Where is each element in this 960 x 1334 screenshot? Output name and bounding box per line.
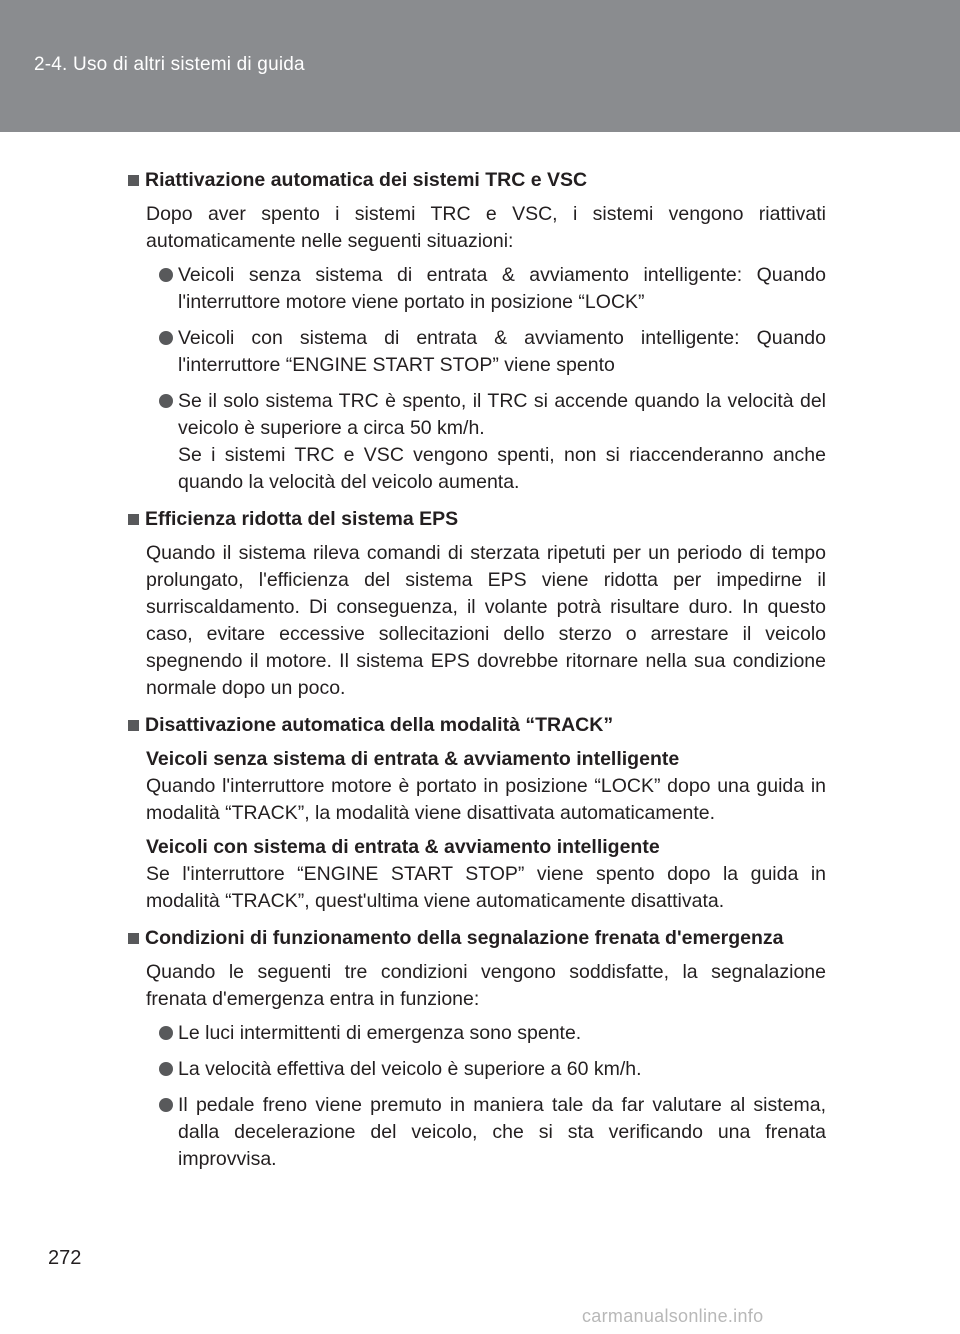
chapter-title: 2-4. Uso di altri sistemi di guida bbox=[34, 54, 305, 75]
list-item: Veicoli senza sistema di entrata & avviamento intelligente: Quando l'interruttore motore viene portato in posizione “LOCK” bbox=[146, 262, 826, 316]
section-emergency-brake-signal bbox=[128, 925, 826, 1173]
circle-bullet-icon bbox=[159, 268, 173, 282]
watermark-text: carmanualsonline.info bbox=[582, 1306, 764, 1326]
subsection-title: Veicoli senza sistema di entrata & avviamento intelligente bbox=[146, 748, 680, 770]
section-title: Condizioni di funzionamento della segnalazione frenata d'emergenza bbox=[128, 925, 826, 952]
list-item: Veicoli con sistema di entrata & avviamento intelligente: Quando l'interruttore “ENGINE START STOP” viene spento bbox=[146, 325, 826, 379]
subsection bbox=[146, 746, 826, 827]
section-paragraph: Quando le seguenti tre condizioni vengono soddisfatte, la segnalazione frenata d'emergenza entra in funzione: bbox=[146, 961, 826, 1010]
circle-bullet-icon bbox=[159, 1098, 173, 1112]
section-title: Disattivazione automatica della modalità “TRACK” bbox=[128, 712, 826, 739]
page-content bbox=[128, 167, 826, 1183]
subsection-title: Veicoli con sistema di entrata & avviamento intelligente bbox=[146, 836, 660, 858]
circle-bullet-icon bbox=[159, 1026, 173, 1040]
square-bullet-icon bbox=[128, 720, 139, 731]
circle-bullet-icon bbox=[159, 1062, 173, 1076]
square-bullet-icon bbox=[128, 175, 139, 186]
square-bullet-icon bbox=[128, 514, 139, 525]
section-title: Efficienza ridotta del sistema EPS bbox=[128, 506, 826, 533]
list-item: Il pedale freno viene premuto in maniera tale da far valutare al sistema, dalla decelerazione del veicolo, che si sta verificando una frenata improvvisa. bbox=[146, 1092, 826, 1173]
subsection-text: Se l'interruttore “ENGINE START STOP” viene spento dopo la guida in modalità “TRACK”, quest'ultima viene automaticamente disattivata. bbox=[146, 863, 826, 912]
section-eps bbox=[128, 506, 826, 702]
subsection-text: Quando l'interruttore motore è portato in posizione “LOCK” dopo una guida in modalità “TRACK”, la modalità viene disattivata automaticamente. bbox=[146, 775, 826, 824]
section-track-mode bbox=[128, 712, 826, 915]
section-title: Riattivazione automatica dei sistemi TRC e VSC bbox=[128, 167, 826, 194]
section-paragraph: Dopo aver spento i sistemi TRC e VSC, i sistemi vengono riattivati automaticamente nelle seguenti situazioni: bbox=[146, 203, 826, 252]
chapter-header-bar bbox=[0, 0, 960, 132]
list-item: Le luci intermittenti di emergenza sono spente. bbox=[146, 1020, 826, 1047]
square-bullet-icon bbox=[128, 933, 139, 944]
subsection bbox=[146, 834, 826, 915]
list-item: La velocità effettiva del veicolo è superiore a 60 km/h. bbox=[146, 1056, 826, 1083]
page-number: 272 bbox=[48, 1247, 82, 1269]
list-item: Se il solo sistema TRC è spento, il TRC si accende quando la velocità del veicolo è superiore a circa 50 km/h. Se i sistemi TRC e VSC vengono spenti, non si riaccenderanno anche quando la velocità del veicolo aumenta. bbox=[146, 388, 826, 496]
section-paragraph: Quando il sistema rileva comandi di sterzata ripetuti per un periodo di tempo prolungato, l'efficienza del sistema EPS viene ridotta per impedirne il surriscaldamento. Di conseguenza, il volante potrà risultare duro. In questo caso, evitare eccessive sollecitazioni dello sterzo o arrestare il veicolo spegnendo il motore. Il sistema EPS dovrebbe ritornare nella sua condizione normale dopo un poco. bbox=[146, 542, 826, 699]
circle-bullet-icon bbox=[159, 394, 173, 408]
circle-bullet-icon bbox=[159, 331, 173, 345]
section-trc-vsc bbox=[128, 167, 826, 496]
